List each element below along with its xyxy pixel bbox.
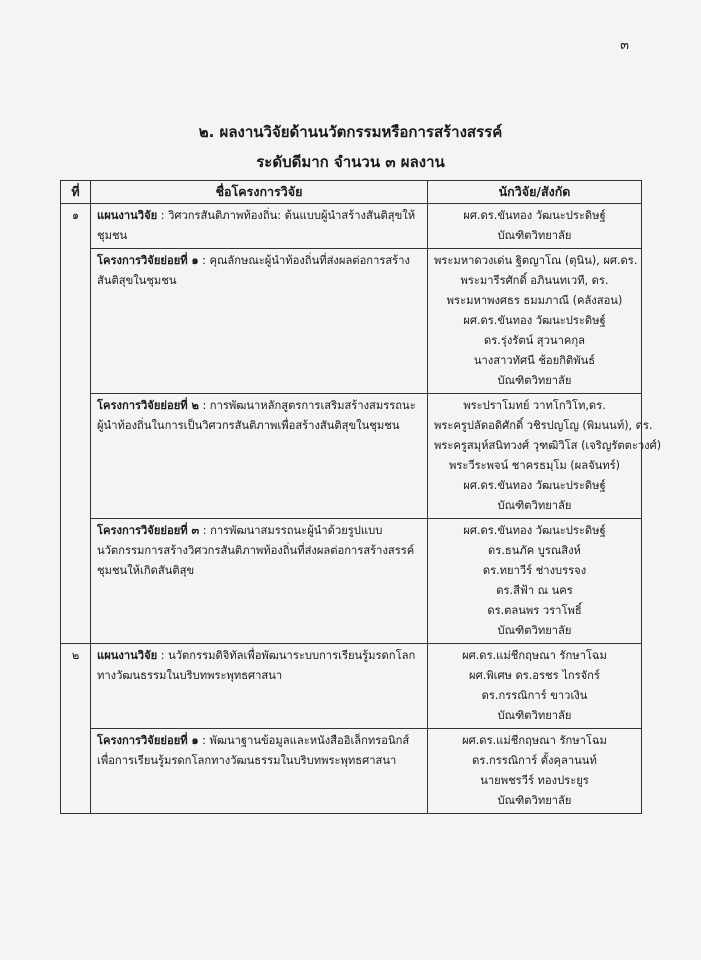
table-row <box>61 249 642 394</box>
kind-separator: : <box>199 524 211 537</box>
researcher-line: พระมารีรศักดิ์ อภินนทเวที, ดร. <box>460 274 609 287</box>
project-cell <box>91 249 428 394</box>
table-row <box>61 644 642 729</box>
project-cell <box>91 644 428 729</box>
researcher-line: ผศ.ดร.ขันทอง วัฒนะประดิษฐ์ <box>463 524 606 537</box>
researcher-line: ดร.ทยาวีร์ ช่างบรรจง <box>482 564 587 577</box>
table-row <box>61 729 642 814</box>
researcher-line: พระครูปลัดอดิศักดิ์ วชิรปญโญ (พิมนนท์), ดร. <box>434 419 653 432</box>
project-kind: โครงการวิจัยย่อยที่ ๒ <box>97 399 199 412</box>
researcher-line: บัณฑิตวิทยาลัย <box>497 229 572 242</box>
row-number: ๒ <box>61 644 91 729</box>
table-row <box>61 204 642 249</box>
researcher-line: พระปราโมทย์ วาทโกวิโท,ดร. <box>463 399 606 412</box>
kind-separator: : <box>198 399 210 412</box>
researcher-line: บัณฑิตวิทยาลัย <box>497 794 572 807</box>
section-title: ๒. ผลงานวิจัยด้านนวัตกรรมหรือการสร้างสรรค์ <box>198 123 503 141</box>
researcher-line: บัณฑิตวิทยาลัย <box>497 499 572 512</box>
researchers-cell <box>428 394 662 519</box>
row-number <box>61 729 91 814</box>
row-number <box>61 519 91 644</box>
project-title: คุณลักษณะผู้นำท้องถิ่นที่ส่งผลต่อการสร้างสันติสุขในชุมชน <box>97 254 410 287</box>
header-no: ที่ <box>61 181 91 204</box>
researcher-line: พระมหาดวงเด่น ฐิตญาโณ (ตุนิน), ผศ.ดร. <box>434 254 638 267</box>
project-kind: แผนงานวิจัย <box>97 209 158 222</box>
researchers-cell <box>428 204 642 249</box>
researcher-line: ผศ.ดร.ขันทอง วัฒนะประดิษฐ์ <box>463 209 606 222</box>
row-number <box>61 249 91 394</box>
research-table <box>60 180 662 814</box>
project-title: นวัตกรรมดิจิทัลเพื่อพัฒนาระบบการเรียนรู้มรดกโลกทางวัฒนธรรมในบริบทพระพุทธศาสนา <box>97 649 416 682</box>
researcher-line: ดร.ตลนพร วราโพธิ์ <box>487 604 582 617</box>
project-kind: โครงการวิจัยย่อยที่ ๓ <box>97 524 200 537</box>
row-number: ๑ <box>61 204 91 249</box>
researcher-line: ผศ.ดร.ขันทอง วัฒนะประดิษฐ์ <box>463 314 606 327</box>
kind-separator: : <box>198 734 210 747</box>
project-title: วิศวกรสันติภาพท้องถิ่น: ต้นแบบผู้นำสร้างสันติสุขให้ชุมชน <box>97 209 416 242</box>
researcher-line: บัณฑิตวิทยาลัย <box>497 374 572 387</box>
table-header-row <box>61 181 642 204</box>
researcher-line: ดร.กรรณิการ์ ตั้งคุลานนท์ <box>472 754 597 767</box>
project-title: การพัฒนาสมรรถนะผู้นำด้วยรูปแบบนวัตกรรมการสร้างวิศวกรสันติภาพท้องถิ่นที่ส่งผลต่อการสร้างสรรค์ชุมชนให้เกิดสันติสุข <box>97 524 415 577</box>
researcher-line: ผศ.ดร.แม่ชีกฤษณา รักษาโฉม <box>462 734 607 747</box>
researchers-cell <box>428 519 642 644</box>
section-subtitle: ระดับดีมาก จำนวน ๓ ผลงาน <box>256 153 445 171</box>
researcher-line: ผศ.ดร.ขันทอง วัฒนะประดิษฐ์ <box>463 479 606 492</box>
researcher-line: นางสาวทัศนี ช้อยกิติพันธ์ <box>473 354 596 367</box>
researcher-line: ดร.ธนภัค บูรณสิงห์ <box>488 544 581 557</box>
project-kind: แผนงานวิจัย <box>97 649 158 662</box>
row-number <box>61 394 91 519</box>
kind-separator: : <box>198 254 210 267</box>
researcher-line: พระวีระพจน์ ชาครธมฺโม (ผลจันทร์) <box>448 459 621 472</box>
project-cell <box>91 519 428 644</box>
researcher-line: ดร.สีฟ้า ณ นคร <box>496 584 573 597</box>
kind-separator: : <box>157 209 169 222</box>
researcher-line: ดร.รุ่งรัตน์ สุวนาคกุล <box>484 334 585 347</box>
researchers-cell <box>428 729 642 814</box>
table-body <box>61 204 662 814</box>
table-row <box>61 394 642 519</box>
project-title: การพัฒนาหลักสูตรการเสริมสร้างสมรรถนะผู้นำท้องถิ่นในการเป็นวิศวกรสันติภาพเพื่อสร้างสันติสุขในชุมชน <box>97 399 416 432</box>
header-researchers: นักวิจัย/สังกัด <box>428 181 642 204</box>
researcher-line: บัณฑิตวิทยาลัย <box>497 624 572 637</box>
kind-separator: : <box>157 649 169 662</box>
researcher-line: ผศ.พิเศษ ดร.อรชร ไกรจักร์ <box>469 669 600 682</box>
project-cell <box>91 394 428 519</box>
project-kind: โครงการวิจัยย่อยที่ ๑ <box>97 254 199 267</box>
project-cell <box>91 729 428 814</box>
researcher-line: พระมหาพงศธร ธมมภาณี (คลังสอน) <box>446 294 623 307</box>
researcher-line: ผศ.ดร.แม่ชีกฤษณา รักษาโฉม <box>462 649 607 662</box>
page-number: ๓ <box>620 38 629 53</box>
researchers-cell <box>428 644 642 729</box>
researcher-line: พระครูสมุห์สนิทวงศ์ วุฑฒิวิโส (เจริญรัตตะวงศ์) <box>434 439 662 452</box>
project-title: พัฒนาฐานข้อมูลและหนังสืออิเล็กทรอนิกส์เพื่อการเรียนรู้มรดกโลกทางวัฒนธรรมในบริบทพระพุทธศาสนา <box>97 734 410 767</box>
header-project: ชื่อโครงการวิจัย <box>91 181 428 204</box>
researcher-line: ดร.กรรณิการ์ ขาวเงิน <box>481 689 588 702</box>
researchers-cell <box>428 249 642 394</box>
project-kind: โครงการวิจัยย่อยที่ ๑ <box>97 734 199 747</box>
researcher-line: บัณฑิตวิทยาลัย <box>497 709 572 722</box>
project-cell <box>91 204 428 249</box>
researcher-line: นายพชรวีร์ ทองประยูร <box>480 774 589 787</box>
table-row <box>61 519 642 644</box>
